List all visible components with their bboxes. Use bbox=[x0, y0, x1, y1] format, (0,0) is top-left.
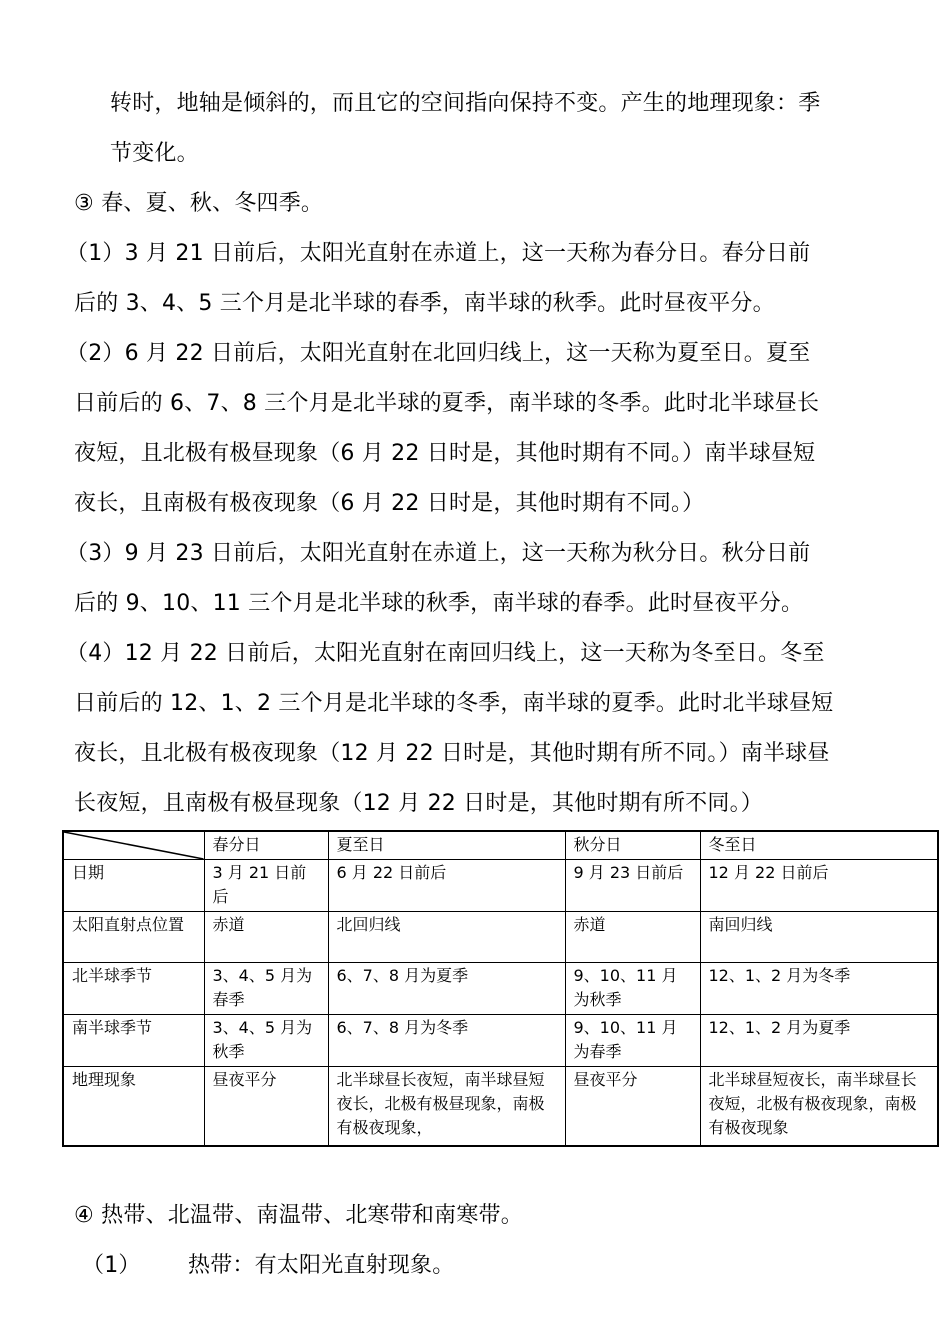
table-cell: 12、1、2 月为夏季 bbox=[700, 1015, 938, 1067]
table-cell: 9 月 23 日前后 bbox=[565, 860, 700, 912]
table-cell: 3 月 21 日前后 bbox=[204, 860, 328, 912]
header-cell: 冬至日 bbox=[700, 831, 938, 860]
paragraph-line: 长夜短，且南极有极昼现象（12 月 22 日时是，其他时期有所不同。） bbox=[74, 791, 763, 816]
paragraph-line: 转时，地轴是倾斜的，而且它的空间指向保持不变。产生的地理现象：季 bbox=[110, 91, 821, 116]
table-cell: 北半球昼长夜短，南半球昼短夜长，北极有极昼现象，南极有极夜现象， bbox=[328, 1067, 565, 1146]
table-cell: 9、10、11 月为春季 bbox=[565, 1015, 700, 1067]
paragraph-line: 后的 9、10、11 三个月是北半球的秋季，南半球的春季。此时昼夜平分。 bbox=[74, 591, 804, 616]
table-cell: 南回归线 bbox=[700, 912, 938, 963]
header-cell: 秋分日 bbox=[565, 831, 700, 860]
table-cell: 北回归线 bbox=[328, 912, 565, 963]
row-label: 北半球季节 bbox=[63, 963, 204, 1015]
table-cell: 12、1、2 月为冬季 bbox=[700, 963, 938, 1015]
section-heading: ③ 春、夏、秋、冬四季。 bbox=[74, 191, 324, 216]
paragraph-line: 日前后的 12、1、2 三个月是北半球的冬季，南半球的夏季。此时北半球昼短 bbox=[74, 691, 834, 716]
table-cell: 北半球昼短夜长，南半球昼长夜短，北极有极夜现象，南极有极夜现象 bbox=[700, 1067, 938, 1146]
table-cell: 昼夜平分 bbox=[565, 1067, 700, 1146]
paragraph-line: （1）3 月 21 日前后，太阳光直射在赤道上，这一天称为春分日。春分日前 bbox=[66, 241, 811, 266]
paragraph-line: 夜短，且北极有极昼现象（6 月 22 日时是，其他时期有不同。）南半球昼短 bbox=[74, 441, 816, 466]
list-item-text: 热带：有太阳光直射现象。 bbox=[188, 1253, 455, 1278]
row-label: 太阳直射点位置 bbox=[63, 912, 204, 963]
table-cell: 赤道 bbox=[565, 912, 700, 963]
table-cell: 6、7、8 月为夏季 bbox=[328, 963, 565, 1015]
diagonal-header-cell bbox=[63, 831, 204, 860]
list-item-number: （1） bbox=[82, 1253, 141, 1278]
paragraph-line: （3）9 月 23 日前后，太阳光直射在赤道上，这一天称为秋分日。秋分日前 bbox=[66, 541, 811, 566]
table-cell: 12 月 22 日前后 bbox=[700, 860, 938, 912]
paragraph-line: 后的 3、4、5 三个月是北半球的春季，南半球的秋季。此时昼夜平分。 bbox=[74, 291, 775, 316]
paragraph-line: 夜长，且北极有极夜现象（12 月 22 日时是，其他时期有所不同。）南半球昼 bbox=[74, 741, 830, 766]
table-cell: 6 月 22 日前后 bbox=[328, 860, 565, 912]
table-cell: 6、7、8 月为冬季 bbox=[328, 1015, 565, 1067]
table-row bbox=[63, 1067, 938, 1146]
table-cell: 昼夜平分 bbox=[204, 1067, 328, 1146]
paragraph-line: 夜长，且南极有极夜现象（6 月 22 日时是，其他时期有不同。） bbox=[74, 491, 705, 516]
paragraph-line: 日前后的 6、7、8 三个月是北半球的夏季，南半球的冬季。此时北半球昼长 bbox=[74, 391, 820, 416]
table-row bbox=[63, 963, 938, 1015]
paragraph-line: （2）6 月 22 日前后，太阳光直射在北回归线上，这一天称为夏至日。夏至 bbox=[66, 341, 811, 366]
header-cell: 夏至日 bbox=[328, 831, 565, 860]
row-label: 日期 bbox=[63, 860, 204, 912]
row-label: 地理现象 bbox=[63, 1067, 204, 1146]
section-heading: ④ 热带、北温带、南温带、北寒带和南寒带。 bbox=[74, 1203, 523, 1228]
paragraph-line: （4）12 月 22 日前后，太阳光直射在南回归线上，这一天称为冬至日。冬至 bbox=[66, 641, 825, 666]
table-cell: 9、10、11 月为秋季 bbox=[565, 963, 700, 1015]
table-header-row bbox=[63, 831, 938, 860]
table-row bbox=[63, 860, 938, 912]
table-row bbox=[63, 912, 938, 963]
paragraph-line: 节变化。 bbox=[110, 141, 199, 166]
table-row bbox=[63, 1015, 938, 1067]
table-cell: 赤道 bbox=[204, 912, 328, 963]
row-label: 南半球季节 bbox=[63, 1015, 204, 1067]
header-cell: 春分日 bbox=[204, 831, 328, 860]
table-cell: 3、4、5 月为春季 bbox=[204, 963, 328, 1015]
table-cell: 3、4、5 月为秋季 bbox=[204, 1015, 328, 1067]
seasons-table bbox=[62, 830, 939, 1147]
